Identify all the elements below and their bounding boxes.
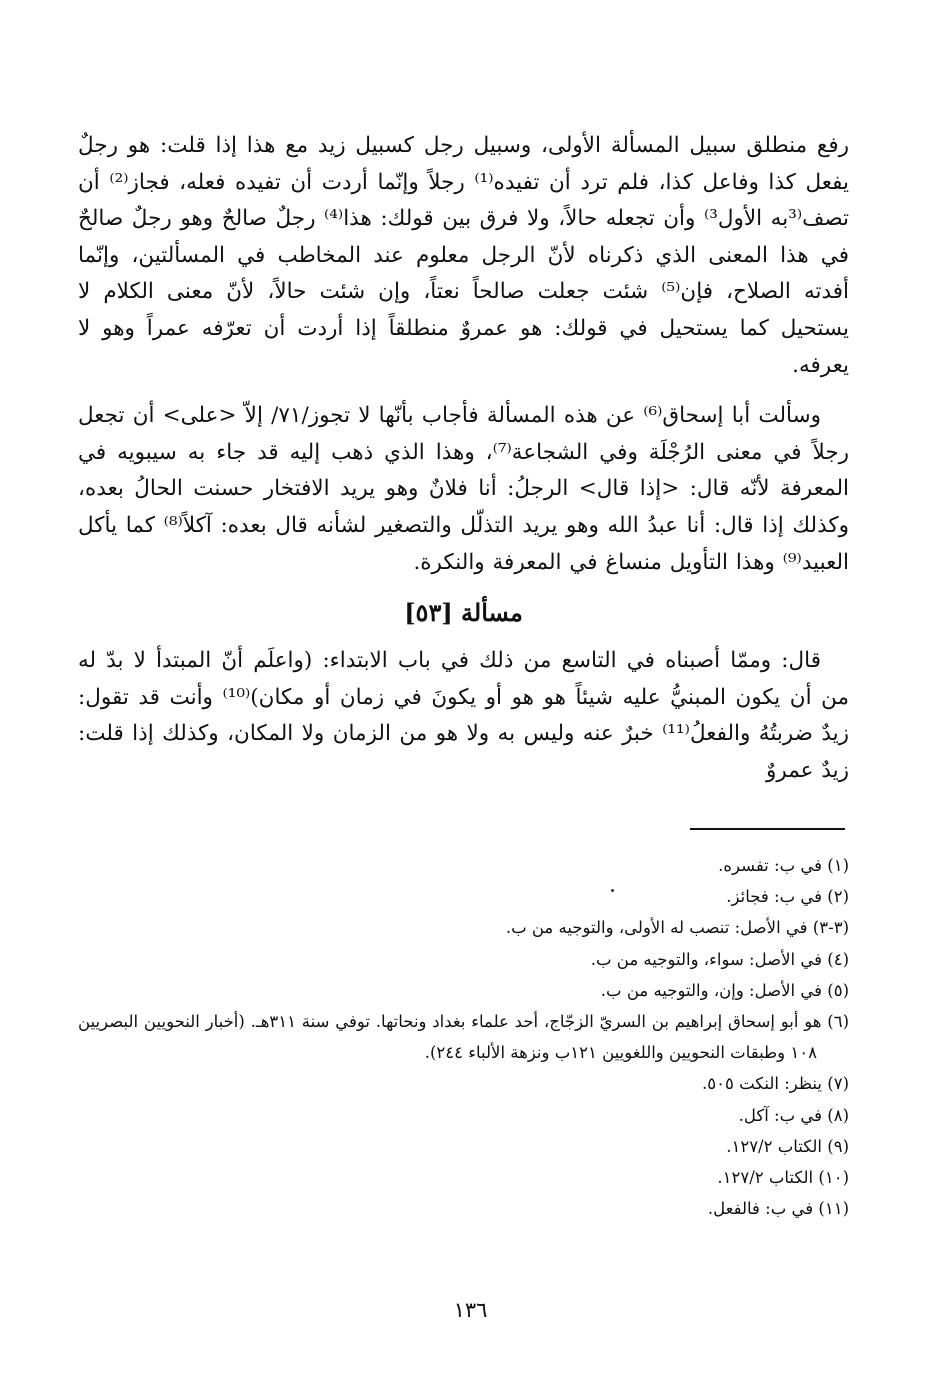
- section-heading: مسألة [٥٣]: [404, 598, 523, 628]
- paragraph-2: وسألت أبا إسحاق⁽⁶⁾ عن هذه المسألة فأجاب بأنّها لا تجوز/٧١/ إلاّ <على> أن تجعل رجلاً في معنى الرُجْلَة وفي الشجاعة⁽⁷⁾، وهذا الذي ذهب إليه قد جاء به سيبويه في المعرفة لأنّه قال: <إذا قال> الرجلُ: أنا فلانٌ وهو يريد الافتخار حسنت الحالُ بعده، وكذلك إذا قال: أنا عبدُ الله وهو يريد التذلّل والتصغير لشأنه قال بعده: آكلاً⁽⁸⁾ كما يأكل العبيد⁽⁹⁾ وهذا التأويل منساغ في المعرفة والنكرة.: [78, 403, 849, 575]
- footnote: (٣-٣) في الأصل: تنصب له الأولى، والتوجيه من ب.: [505, 918, 849, 938]
- footnote: (٩) الكتاب ١٢٧/٢.: [726, 1136, 849, 1156]
- main-text: [78, 128, 849, 804]
- page-number: ١٣٦: [453, 1298, 488, 1322]
- footnote: (١١) في ب: فالفعل.: [707, 1199, 849, 1219]
- footnote: (٥) في الأصل: وإن، والتوجيه من ب.: [600, 980, 849, 1000]
- footnote: (٦) هو أبو إسحاق إبراهيم بن السريّ الزجّاج، أحد علماء بغداد ونحاتها. توفي سنة ٣١١هـ. (أخبار النحويين البصريين ١٠٨ وطبقات النحويين واللغويين ١٢١ب ونزهة الألباء ٢٤٤).: [78, 1012, 849, 1063]
- footnote: (٨) في ب: آكل.: [738, 1105, 849, 1125]
- footnote: (٢) في ب: فجائز.: [726, 887, 849, 907]
- footnote: (١) في ب: تفسره.: [718, 856, 849, 875]
- footnotes: [78, 850, 849, 1224]
- paragraph-1: رفع منطلق سبيل المسألة الأولى، وسبيل رجل كسبيل زيد مع هذا إذا قلت: هو رجلٌ يفعل كذا وفاعل كذا، فلم ترد أن تفيده⁽¹⁾ رجلاً وإنّما أردت أن تفيده فعله، فجاز⁽²⁾ أن تصف⁽³به الأول³⁾ وأن تجعله حالاً، ولا فرق بين قولك: هذا⁽⁴⁾ رجلٌ صالحٌ وهو رجلٌ صالحٌ في هذا المعنى الذي ذكرناه لأنّ الرجل معلوم عند المخاطب في المسألتين، وإنّما أفدته الصلاح، فإن⁽⁵⁾ شئت جعلت صالحاً نعتاً، وإن شئت حالاً، لأنّ معنى الكلام لا يستحيل كما يستحيل في قولك: هو عمروٌ منطلقاً إذا أردت أن تعرّفه عمراً وهو لا يعرفه.: [78, 133, 850, 378]
- footnote: (٧) ينظر: النكت ٥٠٥.: [701, 1074, 849, 1094]
- footnote: (٤) في الأصل: سواء، والتوجيه من ب.: [590, 949, 849, 969]
- footnote: (١٠) الكتاب ١٢٧/٢.: [717, 1168, 849, 1188]
- paragraph-3: قال: وممّا أصبناه في التاسع من ذلك في باب الابتداء: (واعلَم أنّ المبتدأ لا بدّ له من أن يكون المبنيُّ عليه شيئاً هو هو أو يكونَ في زمان أو مكان)⁽¹⁰⁾ وأنت قد تقول: زيدٌ ضربتُهُ والفعلُ⁽¹¹⁾ خبرٌ عنه وليس به ولا هو من الزمان ولا المكان، وكذلك إذا قلت: زيدٌ عمروٌ: [78, 648, 850, 783]
- footnote-separator: [690, 828, 845, 830]
